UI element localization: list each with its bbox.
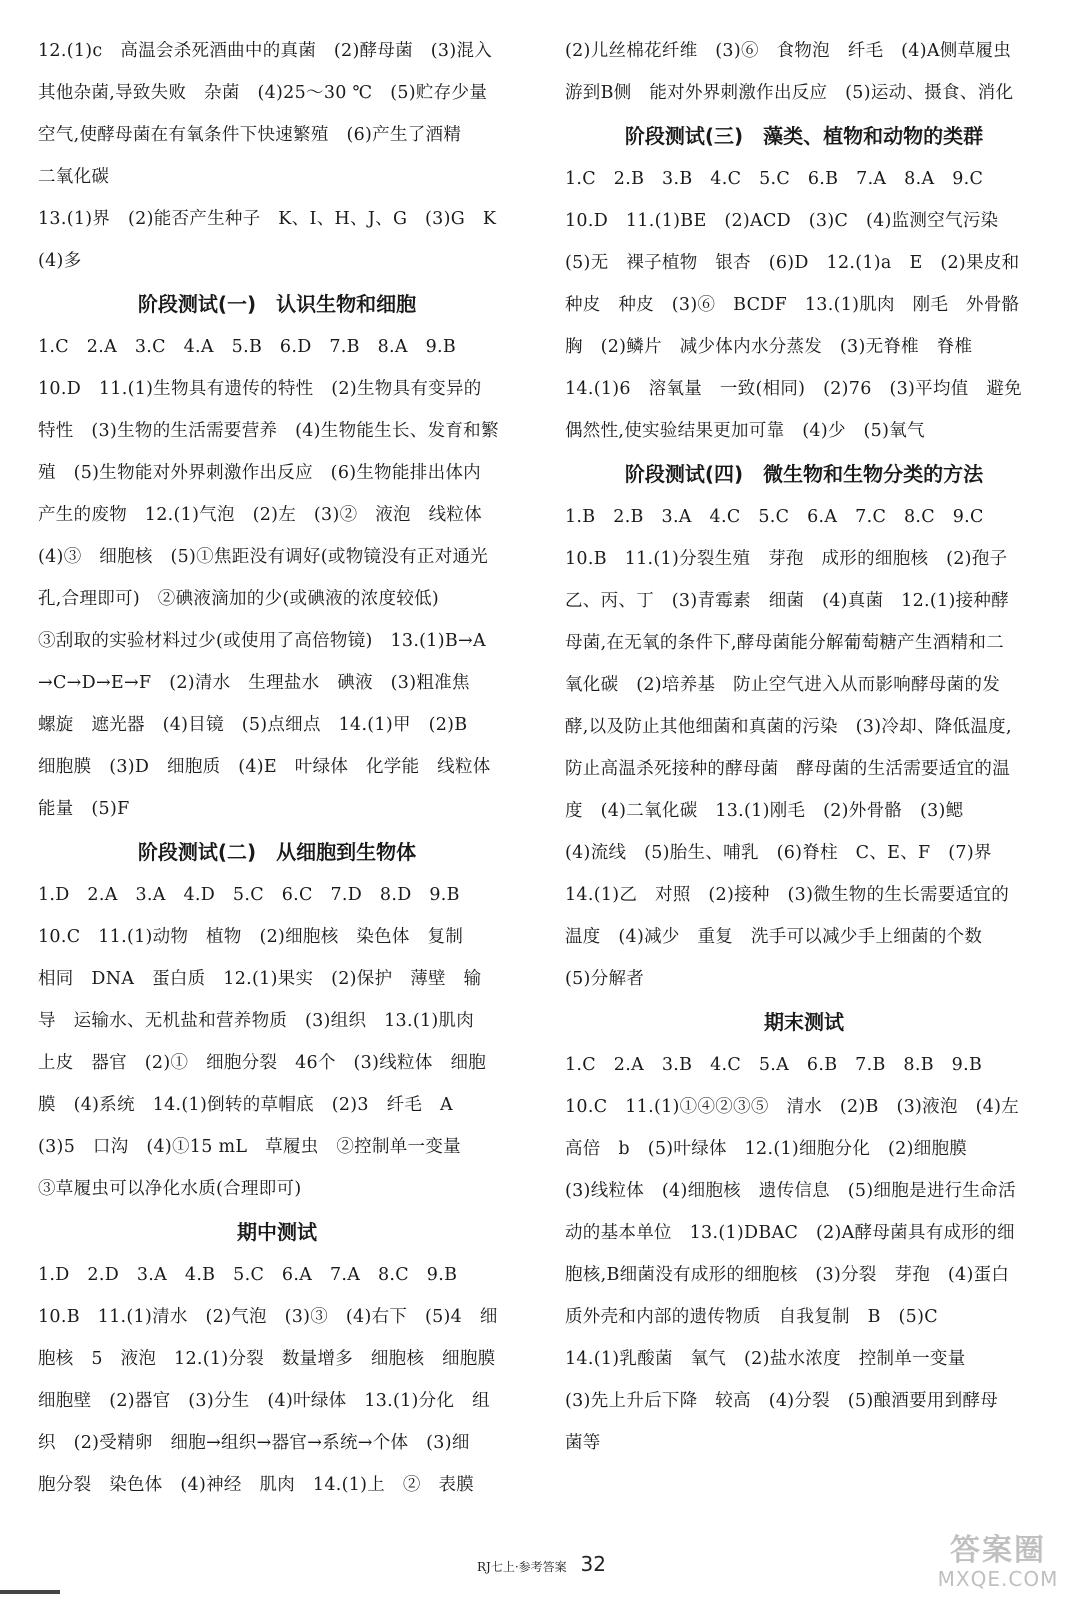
right-answer-line: 母菌,在无氧的条件下,酵母菌能分解葡萄糖产生酒精和二 <box>565 633 1004 653</box>
left-answer-line: →C→D→E→F (2)清水 生理盐水 碘液 (3)粗准焦 <box>38 673 470 693</box>
left-answer-line: 殖 (5)生物能对外界刺激作出反应 (6)生物能排出体内 <box>38 463 481 483</box>
left-answer-line: 细胞膜 (3)D 细胞质 (4)E 叶绿体 化学能 线粒体 <box>38 757 491 777</box>
left-answer-line: 相同 DNA 蛋白质 12.(1)果实 (2)保护 薄壁 输 <box>38 969 482 989</box>
watermark-logo <box>923 1534 1073 1594</box>
right-answer-line: 14.(1)6 溶氧量 一致(相同) (2)76 (3)平均值 避免 <box>565 379 1022 399</box>
right-section-heading: 阶段测试(四) 微生物和生物分类的方法 <box>624 462 984 486</box>
right-answer-line: 10.D 11.(1)BE (2)ACD (3)C (4)监测空气污染 <box>565 211 999 231</box>
left-answer-line: 能量 (5)F <box>38 799 130 819</box>
left-answer-line: 10.C 11.(1)动物 植物 (2)细胞核 染色体 复制 <box>38 927 464 947</box>
left-answer-line: 导 运输水、无机盐和营养物质 (3)组织 13.(1)肌肉 <box>38 1011 475 1031</box>
left-answer-line: 胞分裂 染色体 (4)神经 肌肉 14.(1)上 ② 表膜 <box>38 1475 475 1495</box>
right-answer-line: 温度 (4)减少 重复 洗手可以减少手上细菌的个数 <box>565 927 983 947</box>
left-answer-line: 二氧化碳 <box>38 167 110 187</box>
right-answer-line: (5)无 裸子植物 银杏 (6)D 12.(1)a E (2)果皮和 <box>565 253 1020 273</box>
left-answer-line: 细胞壁 (2)器官 (3)分生 (4)叶绿体 13.(1)分化 组 <box>38 1391 490 1411</box>
left-answer-line: ③草履虫可以净化水质(合理即可) <box>38 1179 302 1199</box>
left-answer-line: 13.(1)界 (2)能否产生种子 K、I、H、J、G (3)G K <box>38 209 497 229</box>
right-answer-line: (4)流线 (5)胎生、哺乳 (6)脊柱 C、E、F (7)界 <box>565 843 992 863</box>
right-answer-line: 14.(1)乳酸菌 氧气 (2)盐水浓度 控制单一变量 <box>565 1349 966 1369</box>
left-answer-line: 1.D 2.D 3.A 4.B 5.C 6.A 7.A 8.C 9.B <box>38 1265 458 1285</box>
right-answer-line: (2)儿丝棉花纤维 (3)⑥ 食物泡 纤毛 (4)A侧草履虫 <box>565 41 1012 61</box>
right-answer-line: 酵,以及防止其他细菌和真菌的污染 (3)冷却、降低温度, <box>565 717 1012 737</box>
left-section-heading: 期中测试 <box>237 1220 317 1244</box>
right-answer-line: (3)线粒体 (4)细胞核 遗传信息 (5)细胞是进行生命活 <box>565 1181 1016 1201</box>
left-answer-line: 特性 (3)生物的生活需要营养 (4)生物能生长、发育和繁 <box>38 421 499 441</box>
page-footer <box>0 1552 1083 1576</box>
right-answer-line: 乙、丙、丁 (3)青霉素 细菌 (4)真菌 12.(1)接种酵 <box>565 591 1009 611</box>
right-answer-line: 14.(1)乙 对照 (2)接种 (3)微生物的生长需要适宜的 <box>565 885 1009 905</box>
left-answer-line: (4)③ 细胞核 (5)①焦距没有调好(或物镜没有正对通光 <box>38 547 489 567</box>
watermark-bottom-text: MXQE.COM <box>937 1567 1059 1591</box>
right-answer-line: 氧化碳 (2)培养基 防止空气进入从而影响酵母菌的发 <box>565 675 1001 695</box>
left-answer-line: 孔,合理即可) ②碘液滴加的少(或碘液的浓度较低) <box>38 589 440 609</box>
left-section-heading: 阶段测试(一) 认识生物和细胞 <box>137 292 417 316</box>
right-answer-line: 度 (4)二氧化碳 13.(1)刚毛 (2)外骨骼 (3)鳃 <box>565 801 964 821</box>
right-answer-line: (5)分解者 <box>565 969 645 989</box>
right-answer-line: 游到B侧 能对外界刺激作出反应 (5)运动、摄食、消化 <box>565 83 1014 103</box>
left-answer-line: 产生的废物 12.(1)气泡 (2)左 (3)② 液泡 线粒体 <box>38 505 482 525</box>
left-answer-line: 10.D 11.(1)生物具有遗传的特性 (2)生物具有变异的 <box>38 379 482 399</box>
left-answer-line: 其他杂菌,导致失败 杂菌 (4)25～30 ℃ (5)贮存少量 <box>38 83 488 103</box>
right-answer-line: 胞核,B细菌没有成形的细胞核 (3)分裂 芽孢 (4)蛋白 <box>565 1265 1010 1285</box>
right-answer-line: 偶然性,使实验结果更加可靠 (4)少 (5)氧气 <box>565 421 925 441</box>
edge-mark <box>0 1590 60 1594</box>
left-answer-line: 上皮 器官 (2)① 细胞分裂 46个 (3)线粒体 细胞 <box>38 1053 487 1073</box>
left-section-heading: 阶段测试(二) 从细胞到生物体 <box>137 840 417 864</box>
left-answer-line: (4)多 <box>38 251 82 271</box>
page-number: 32 <box>580 1552 606 1576</box>
right-answer-line: (3)先上升后下降 较高 (4)分裂 (5)酿酒要用到酵母 <box>565 1391 999 1411</box>
left-answer-line: 1.D 2.A 3.A 4.D 5.C 6.C 7.D 8.D 9.B <box>38 885 460 905</box>
left-answer-line: 12.(1)c 高温会杀死酒曲中的真菌 (2)酵母菌 (3)混入 <box>38 41 493 61</box>
left-answer-line: 螺旋 遮光器 (4)目镜 (5)点细点 14.(1)甲 (2)B <box>38 715 468 735</box>
right-answer-line: 10.C 11.(1)①④②③⑤ 清水 (2)B (3)液泡 (4)左 <box>565 1097 1020 1117</box>
left-answer-line: 膜 (4)系统 14.(1)倒转的草帽底 (2)3 纤毛 A <box>38 1095 453 1115</box>
right-answer-line: 菌等 <box>565 1433 601 1453</box>
right-answer-line: 质外壳和内部的遗传物质 自我复制 B (5)C <box>565 1307 938 1327</box>
left-answer-line: (3)5 口沟 (4)①15 mL 草履虫 ②控制单一变量 <box>38 1137 461 1157</box>
right-answer-line: 10.B 11.(1)分裂生殖 芽孢 成形的细胞核 (2)孢子 <box>565 549 1008 569</box>
right-answer-line: 防止高温杀死接种的酵母菌 酵母菌的生活需要适宜的温 <box>565 759 1010 779</box>
right-answer-line: 1.C 2.A 3.B 4.C 5.A 6.B 7.B 8.B 9.B <box>565 1055 983 1075</box>
left-answer-line: 1.C 2.A 3.C 4.A 5.B 6.D 7.B 8.A 9.B <box>38 337 457 357</box>
footer-label: RJ七上·参考答案 <box>477 1560 567 1574</box>
left-answer-line: 织 (2)受精卵 细胞→组织→器官→系统→个体 (3)细 <box>38 1433 470 1453</box>
left-answer-line: 10.B 11.(1)清水 (2)气泡 (3)③ (4)右下 (5)4 细 <box>38 1307 498 1327</box>
right-section-heading: 阶段测试(三) 藻类、植物和动物的类群 <box>624 124 984 148</box>
right-answer-line: 动的基本单位 13.(1)DBAC (2)A酵母菌具有成形的细 <box>565 1223 1015 1243</box>
right-answer-line: 高倍 b (5)叶绿体 12.(1)细胞分化 (2)细胞膜 <box>565 1139 968 1159</box>
right-answer-line: 种皮 种皮 (3)⑥ BCDF 13.(1)肌肉 刚毛 外骨骼 <box>565 295 1020 315</box>
right-answer-line: 1.B 2.B 3.A 4.C 5.C 6.A 7.C 8.C 9.C <box>565 507 984 527</box>
left-answer-line: ③刮取的实验材料过少(或使用了高倍物镜) 13.(1)B→A <box>38 631 486 651</box>
left-answer-line: 胞核 5 液泡 12.(1)分裂 数量增多 细胞核 细胞膜 <box>38 1349 496 1369</box>
watermark-top-text: 答案圈 <box>950 1533 1046 1568</box>
right-section-heading: 期末测试 <box>764 1010 844 1034</box>
left-column <box>38 30 516 1506</box>
right-answer-line: 1.C 2.B 3.B 4.C 5.C 6.B 7.A 8.A 9.C <box>565 169 984 189</box>
right-answer-line: 胸 (2)鳞片 减少体内水分蒸发 (3)无脊椎 脊椎 <box>565 337 973 357</box>
left-answer-line: 空气,使酵母菌在有氧条件下快速繁殖 (6)产生了酒精 <box>38 125 462 145</box>
right-column <box>565 30 1043 1464</box>
